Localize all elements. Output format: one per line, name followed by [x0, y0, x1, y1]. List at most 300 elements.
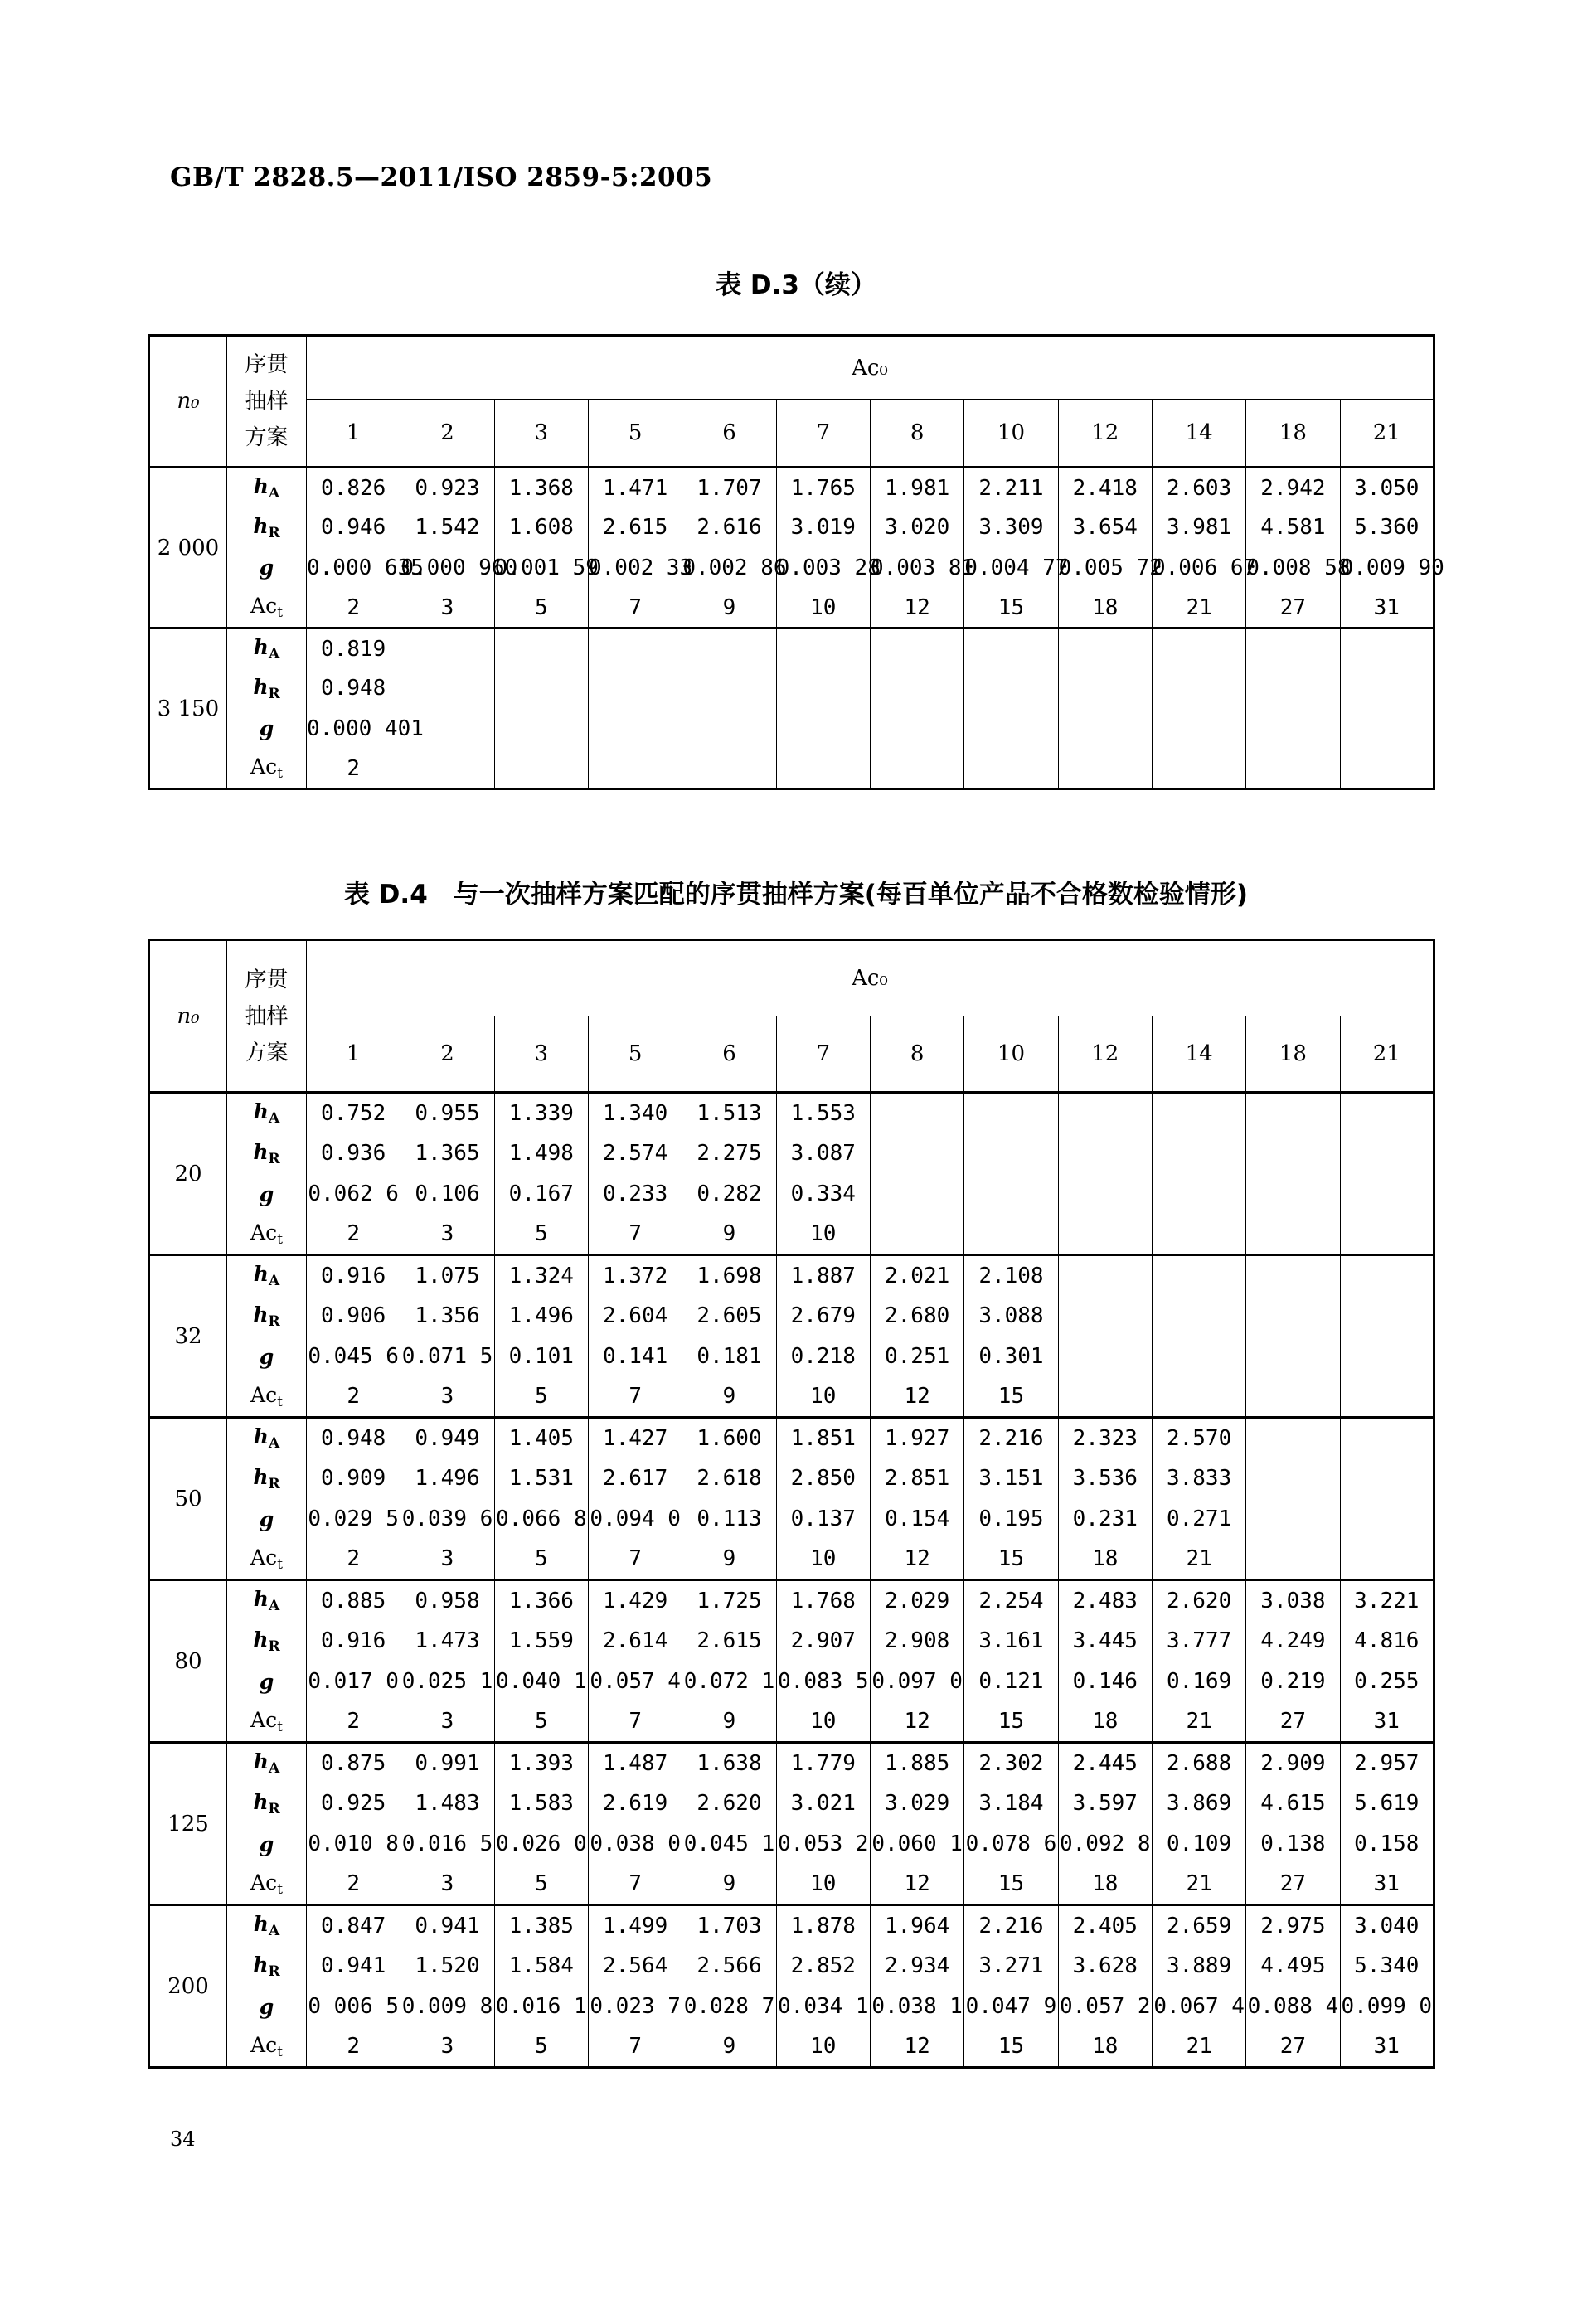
value-cell: 2.619: [588, 1783, 682, 1824]
value-cell: 4.816: [1340, 1621, 1434, 1662]
value-cell: [588, 668, 682, 709]
value-cell: 3.833: [1152, 1458, 1245, 1499]
value-cell: 0.001 59: [494, 548, 588, 589]
value-cell: [1340, 749, 1434, 789]
value-cell: 2.615: [588, 507, 682, 548]
value-cell: 0.023 7: [588, 1987, 682, 2027]
value-cell: 27: [1246, 1702, 1340, 1743]
value-cell: 5: [494, 1702, 588, 1743]
n0-cell: 80: [149, 1580, 227, 1743]
value-cell: 0.066 8: [494, 1499, 588, 1540]
value-cell: 9: [682, 1865, 776, 1905]
value-cell: [776, 628, 870, 669]
value-cell: 1.707: [682, 468, 776, 508]
value-cell: 0.047 9: [964, 1987, 1058, 2027]
value-cell: 2.405: [1058, 1905, 1152, 1946]
value-cell: 0.029 5: [307, 1499, 400, 1540]
value-cell: [1058, 628, 1152, 669]
value-cell: [1246, 1296, 1340, 1337]
value-cell: 31: [1340, 1702, 1434, 1743]
table-row: [149, 1580, 1434, 1621]
value-cell: 0.004 77: [964, 548, 1058, 589]
value-cell: [588, 749, 682, 789]
value-cell: [1246, 1215, 1340, 1255]
value-cell: 21: [1152, 1865, 1245, 1905]
plan-header-line: 抽样: [245, 1003, 289, 1029]
value-cell: [1152, 1093, 1245, 1133]
value-cell: 1.768: [776, 1580, 870, 1621]
value-cell: 2.615: [682, 1621, 776, 1662]
value-cell: 1.725: [682, 1580, 776, 1621]
value-cell: 0.071 5: [400, 1337, 494, 1377]
value-cell: [964, 1093, 1058, 1133]
value-cell: [870, 709, 963, 750]
value-cell: 5: [494, 1865, 588, 1905]
value-cell: 0.045 1: [682, 1824, 776, 1865]
value-cell: [870, 1133, 963, 1174]
value-cell: 2.254: [964, 1580, 1058, 1621]
value-cell: 0.958: [400, 1580, 494, 1621]
value-cell: 0.826: [307, 468, 400, 508]
value-cell: [870, 1093, 963, 1133]
ac0-value-header: 2: [400, 1016, 494, 1093]
table-row: [149, 628, 1434, 669]
value-cell: 1.365: [400, 1133, 494, 1174]
value-cell: 12: [870, 1865, 963, 1905]
row-label: g: [227, 1174, 307, 1215]
value-cell: 0.925: [307, 1783, 400, 1824]
value-cell: 1.878: [776, 1905, 870, 1946]
value-cell: [776, 668, 870, 709]
value-cell: 0.072 1: [682, 1662, 776, 1702]
value-cell: [1152, 709, 1245, 750]
col-plan-header: [227, 940, 307, 1093]
value-cell: 2.907: [776, 1621, 870, 1662]
ac0-value-header: 3: [494, 1016, 588, 1093]
value-cell: [1246, 668, 1340, 709]
value-cell: 0.000 401: [307, 709, 400, 750]
row-label: $h_A$: [227, 468, 307, 508]
ac0-value-header: 6: [682, 400, 776, 468]
value-cell: [1340, 709, 1434, 750]
value-cell: 9: [682, 1377, 776, 1418]
n0-cell: 200: [149, 1905, 227, 2068]
value-cell: 12: [870, 1377, 963, 1418]
value-cell: 0.002 86: [682, 548, 776, 589]
value-cell: 0.026 0: [494, 1824, 588, 1865]
plan-header-line: 方案: [245, 425, 289, 450]
value-cell: [1246, 1255, 1340, 1296]
value-cell: 2.616: [682, 507, 776, 548]
value-cell: 1.559: [494, 1621, 588, 1662]
row-label: $h_R$: [227, 1783, 307, 1824]
value-cell: 0.955: [400, 1093, 494, 1133]
value-cell: 0.057 4: [588, 1662, 682, 1702]
value-cell: 0.010 8: [307, 1824, 400, 1865]
col-plan-header: [227, 336, 307, 468]
value-cell: 3.029: [870, 1783, 963, 1824]
value-cell: 0.002 33: [588, 548, 682, 589]
value-cell: 0.053 2: [776, 1824, 870, 1865]
value-cell: 3: [400, 1377, 494, 1418]
table-row: [149, 548, 1434, 589]
table-row: [149, 1783, 1434, 1824]
value-cell: 3: [400, 2027, 494, 2068]
value-cell: 0.334: [776, 1174, 870, 1215]
value-cell: [1152, 1133, 1245, 1174]
value-cell: 3.019: [776, 507, 870, 548]
table-row: [149, 1377, 1434, 1418]
n0-cell: 20: [149, 1093, 227, 1255]
table-row: [149, 1133, 1434, 1174]
value-cell: 15: [964, 1377, 1058, 1418]
value-cell: [1340, 1255, 1434, 1296]
value-cell: 21: [1152, 2027, 1245, 2068]
value-cell: 2: [307, 1377, 400, 1418]
value-cell: 0.847: [307, 1905, 400, 1946]
value-cell: 0.083 5: [776, 1662, 870, 1702]
value-cell: 1.427: [588, 1418, 682, 1458]
value-cell: 0.146: [1058, 1662, 1152, 1702]
value-cell: 1.698: [682, 1255, 776, 1296]
value-cell: 0.016 1: [494, 1987, 588, 2027]
n0-cell: 32: [149, 1255, 227, 1418]
value-cell: 12: [870, 2027, 963, 2068]
table-row: [149, 507, 1434, 548]
row-label: $h_R$: [227, 1621, 307, 1662]
value-cell: 15: [964, 2027, 1058, 2068]
value-cell: 2: [307, 749, 400, 789]
value-cell: 3.597: [1058, 1783, 1152, 1824]
value-cell: 2.418: [1058, 468, 1152, 508]
ac0-value-header: 21: [1340, 1016, 1434, 1093]
row-label: $Ac_t$: [227, 749, 307, 789]
value-cell: 2: [307, 1215, 400, 1255]
value-cell: 0.255: [1340, 1662, 1434, 1702]
value-cell: 0.154: [870, 1499, 963, 1540]
value-cell: [870, 628, 963, 669]
n0-cell: 3 150: [149, 628, 227, 789]
ac0-value-header: 21: [1340, 400, 1434, 468]
value-cell: 1.496: [400, 1458, 494, 1499]
table-row: [149, 2027, 1434, 2068]
row-label: $h_R$: [227, 1296, 307, 1337]
value-cell: 0.819: [307, 628, 400, 669]
table-row: [149, 1743, 1434, 1783]
table-row: [149, 1174, 1434, 1215]
table-row: [149, 1093, 1434, 1133]
value-cell: 2: [307, 1865, 400, 1905]
value-cell: 7: [588, 2027, 682, 2068]
ac0-value-header: 2: [400, 400, 494, 468]
value-cell: 1.483: [400, 1783, 494, 1824]
row-label: $h_A$: [227, 1743, 307, 1783]
value-cell: 9: [682, 1540, 776, 1580]
value-cell: 3.038: [1246, 1580, 1340, 1621]
value-cell: 0.009 90: [1340, 548, 1434, 589]
table-row: [149, 749, 1434, 789]
value-cell: [1246, 1133, 1340, 1174]
value-cell: [1246, 1499, 1340, 1540]
value-cell: 0.875: [307, 1743, 400, 1783]
row-label: $h_A$: [227, 628, 307, 669]
value-cell: 0.017 0: [307, 1662, 400, 1702]
value-cell: 2.574: [588, 1133, 682, 1174]
col-n0-header: n₀: [149, 940, 227, 1093]
value-cell: [870, 668, 963, 709]
value-cell: 1.779: [776, 1743, 870, 1783]
value-cell: 3.087: [776, 1133, 870, 1174]
value-cell: 1.339: [494, 1093, 588, 1133]
value-cell: 31: [1340, 1865, 1434, 1905]
value-cell: 3: [400, 588, 494, 628]
row-label: $Ac_t$: [227, 1865, 307, 1905]
table-row: [149, 1499, 1434, 1540]
table-d4: [148, 939, 1435, 2069]
value-cell: 3: [400, 1702, 494, 1743]
value-cell: 1.600: [682, 1418, 776, 1458]
table-row: [149, 1215, 1434, 1255]
value-cell: 0.106: [400, 1174, 494, 1215]
value-cell: [1152, 628, 1245, 669]
ac0-value-header: 18: [1246, 1016, 1340, 1093]
value-cell: 2.029: [870, 1580, 963, 1621]
ac0-value-header: 18: [1246, 400, 1340, 468]
value-cell: 0.138: [1246, 1824, 1340, 1865]
value-cell: [1058, 1093, 1152, 1133]
row-label: $h_A$: [227, 1418, 307, 1458]
value-cell: 5.340: [1340, 1946, 1434, 1987]
value-cell: 1.340: [588, 1093, 682, 1133]
ac0-value-header: 12: [1058, 400, 1152, 468]
value-cell: 10: [776, 588, 870, 628]
value-cell: 1.638: [682, 1743, 776, 1783]
ac0-value-header: 10: [964, 1016, 1058, 1093]
value-cell: 2.679: [776, 1296, 870, 1337]
value-cell: 0.009 8: [400, 1987, 494, 2027]
value-cell: 3.628: [1058, 1946, 1152, 1987]
value-cell: 1.513: [682, 1093, 776, 1133]
value-cell: 3.309: [964, 507, 1058, 548]
table-row: [149, 1621, 1434, 1662]
value-cell: 1.075: [400, 1255, 494, 1296]
ac0-value-header: 1: [307, 400, 400, 468]
value-cell: 2: [307, 2027, 400, 2068]
value-cell: 2.108: [964, 1255, 1058, 1296]
plan-header-line: 方案: [245, 1040, 289, 1065]
value-cell: 2.605: [682, 1296, 776, 1337]
value-cell: [964, 1215, 1058, 1255]
value-cell: [1152, 668, 1245, 709]
value-cell: 3.184: [964, 1783, 1058, 1824]
value-cell: 3.445: [1058, 1621, 1152, 1662]
value-cell: 15: [964, 588, 1058, 628]
value-cell: [1246, 709, 1340, 750]
value-cell: [1058, 668, 1152, 709]
value-cell: 2.302: [964, 1743, 1058, 1783]
value-cell: [1246, 1418, 1340, 1458]
value-cell: 9: [682, 1702, 776, 1743]
ac0-value-header: 12: [1058, 1016, 1152, 1093]
value-cell: 2.852: [776, 1946, 870, 1987]
value-cell: 7: [588, 1540, 682, 1580]
value-cell: [400, 628, 494, 669]
value-cell: 2.603: [1152, 468, 1245, 508]
ac0-value-header: 7: [776, 400, 870, 468]
table-row: [149, 1296, 1434, 1337]
value-cell: 1.385: [494, 1905, 588, 1946]
value-cell: 0.231: [1058, 1499, 1152, 1540]
value-cell: 1.583: [494, 1783, 588, 1824]
value-cell: 0.885: [307, 1580, 400, 1621]
ac0-value-header: 6: [682, 1016, 776, 1093]
value-cell: 2.021: [870, 1255, 963, 1296]
value-cell: 3.050: [1340, 468, 1434, 508]
value-cell: [1246, 1337, 1340, 1377]
value-cell: [494, 709, 588, 750]
value-cell: 0.025 1: [400, 1662, 494, 1702]
row-label: $Ac_t$: [227, 1540, 307, 1580]
ac0-value-header: 3: [494, 400, 588, 468]
value-cell: [964, 1174, 1058, 1215]
value-cell: 5.619: [1340, 1783, 1434, 1824]
value-cell: [682, 628, 776, 669]
value-cell: [1152, 1296, 1245, 1337]
value-cell: [964, 709, 1058, 750]
value-cell: 18: [1058, 588, 1152, 628]
value-cell: [1152, 749, 1245, 789]
value-cell: [1246, 1540, 1340, 1580]
row-label: $Ac_t$: [227, 1377, 307, 1418]
value-cell: 2.323: [1058, 1418, 1152, 1458]
value-cell: 0.181: [682, 1337, 776, 1377]
value-cell: [964, 628, 1058, 669]
value-cell: [1058, 1133, 1152, 1174]
value-cell: [1246, 628, 1340, 669]
value-cell: 0 006 5: [307, 1987, 400, 2027]
value-cell: 27: [1246, 588, 1340, 628]
value-cell: 5: [494, 1215, 588, 1255]
value-cell: 1.498: [494, 1133, 588, 1174]
value-cell: [682, 749, 776, 789]
table-row: [149, 1255, 1434, 1296]
value-cell: 0.078 6: [964, 1824, 1058, 1865]
value-cell: 12: [870, 588, 963, 628]
ac0-value-header: 14: [1152, 1016, 1245, 1093]
table-row: [149, 1662, 1434, 1702]
row-label: $h_A$: [227, 1093, 307, 1133]
value-cell: 0.040 1: [494, 1662, 588, 1702]
value-cell: 0.941: [400, 1905, 494, 1946]
value-cell: 1.372: [588, 1255, 682, 1296]
value-cell: 0.101: [494, 1337, 588, 1377]
value-cell: 1.405: [494, 1418, 588, 1458]
value-cell: 0.218: [776, 1337, 870, 1377]
value-cell: 0.045 6: [307, 1337, 400, 1377]
value-cell: 0.000 635: [307, 548, 400, 589]
value-cell: 1.765: [776, 468, 870, 508]
value-cell: [1340, 628, 1434, 669]
value-cell: [870, 1215, 963, 1255]
value-cell: 18: [1058, 1702, 1152, 1743]
value-cell: 2.688: [1152, 1743, 1245, 1783]
value-cell: 0.169: [1152, 1662, 1245, 1702]
value-cell: [1058, 1255, 1152, 1296]
value-cell: 0.008 58: [1246, 548, 1340, 589]
table-row: [149, 1540, 1434, 1580]
value-cell: 0.916: [307, 1255, 400, 1296]
value-cell: 0.038 1: [870, 1987, 963, 2027]
value-cell: [1340, 1093, 1434, 1133]
value-cell: 0.948: [307, 668, 400, 709]
value-cell: 2.851: [870, 1458, 963, 1499]
value-cell: 3.151: [964, 1458, 1058, 1499]
value-cell: 2.850: [776, 1458, 870, 1499]
row-label: $h_R$: [227, 507, 307, 548]
value-cell: 2.275: [682, 1133, 776, 1174]
ac0-value-header: 14: [1152, 400, 1245, 468]
table-row: [149, 1987, 1434, 2027]
value-cell: 2.614: [588, 1621, 682, 1662]
value-cell: 2: [307, 1540, 400, 1580]
page-number: 34: [170, 2128, 196, 2151]
value-cell: 3.271: [964, 1946, 1058, 1987]
value-cell: [588, 709, 682, 750]
value-cell: 12: [870, 1540, 963, 1580]
value-cell: 0.219: [1246, 1662, 1340, 1702]
value-cell: 1.584: [494, 1946, 588, 1987]
value-cell: 3.040: [1340, 1905, 1434, 1946]
value-cell: 0.923: [400, 468, 494, 508]
table-row: [149, 1458, 1434, 1499]
ac0-value-header: 8: [870, 1016, 963, 1093]
value-cell: [400, 749, 494, 789]
table-row: [149, 1418, 1434, 1458]
table-row: [149, 668, 1434, 709]
value-cell: [1058, 1377, 1152, 1418]
value-cell: 1.368: [494, 468, 588, 508]
value-cell: 0.941: [307, 1946, 400, 1987]
value-cell: 5: [494, 588, 588, 628]
value-cell: 2.564: [588, 1946, 682, 1987]
value-cell: 0.233: [588, 1174, 682, 1215]
plan-header-line: 序贯: [245, 352, 289, 377]
value-cell: [1058, 1215, 1152, 1255]
value-cell: 3.161: [964, 1621, 1058, 1662]
value-cell: 0.003 28: [776, 548, 870, 589]
value-cell: [1246, 1458, 1340, 1499]
value-cell: 21: [1152, 1702, 1245, 1743]
value-cell: [1152, 1337, 1245, 1377]
value-cell: 1.608: [494, 507, 588, 548]
value-cell: 1.487: [588, 1743, 682, 1783]
value-cell: 3: [400, 1865, 494, 1905]
value-cell: 3.889: [1152, 1946, 1245, 1987]
value-cell: [1246, 1174, 1340, 1215]
value-cell: [1152, 1255, 1245, 1296]
value-cell: 4.581: [1246, 507, 1340, 548]
table-d4-caption: 表 D.4 与一次抽样方案匹配的序贯抽样方案(每百单位产品不合格数检验情形): [343, 880, 1249, 910]
row-label: $Ac_t$: [227, 1215, 307, 1255]
table-row: [149, 1337, 1434, 1377]
plan-header-line: 抽样: [245, 389, 289, 414]
value-cell: [776, 709, 870, 750]
value-cell: [964, 668, 1058, 709]
value-cell: 4.615: [1246, 1783, 1340, 1824]
value-cell: 3.869: [1152, 1783, 1245, 1824]
value-cell: 0.088 4: [1246, 1987, 1340, 2027]
row-label: g: [227, 1662, 307, 1702]
